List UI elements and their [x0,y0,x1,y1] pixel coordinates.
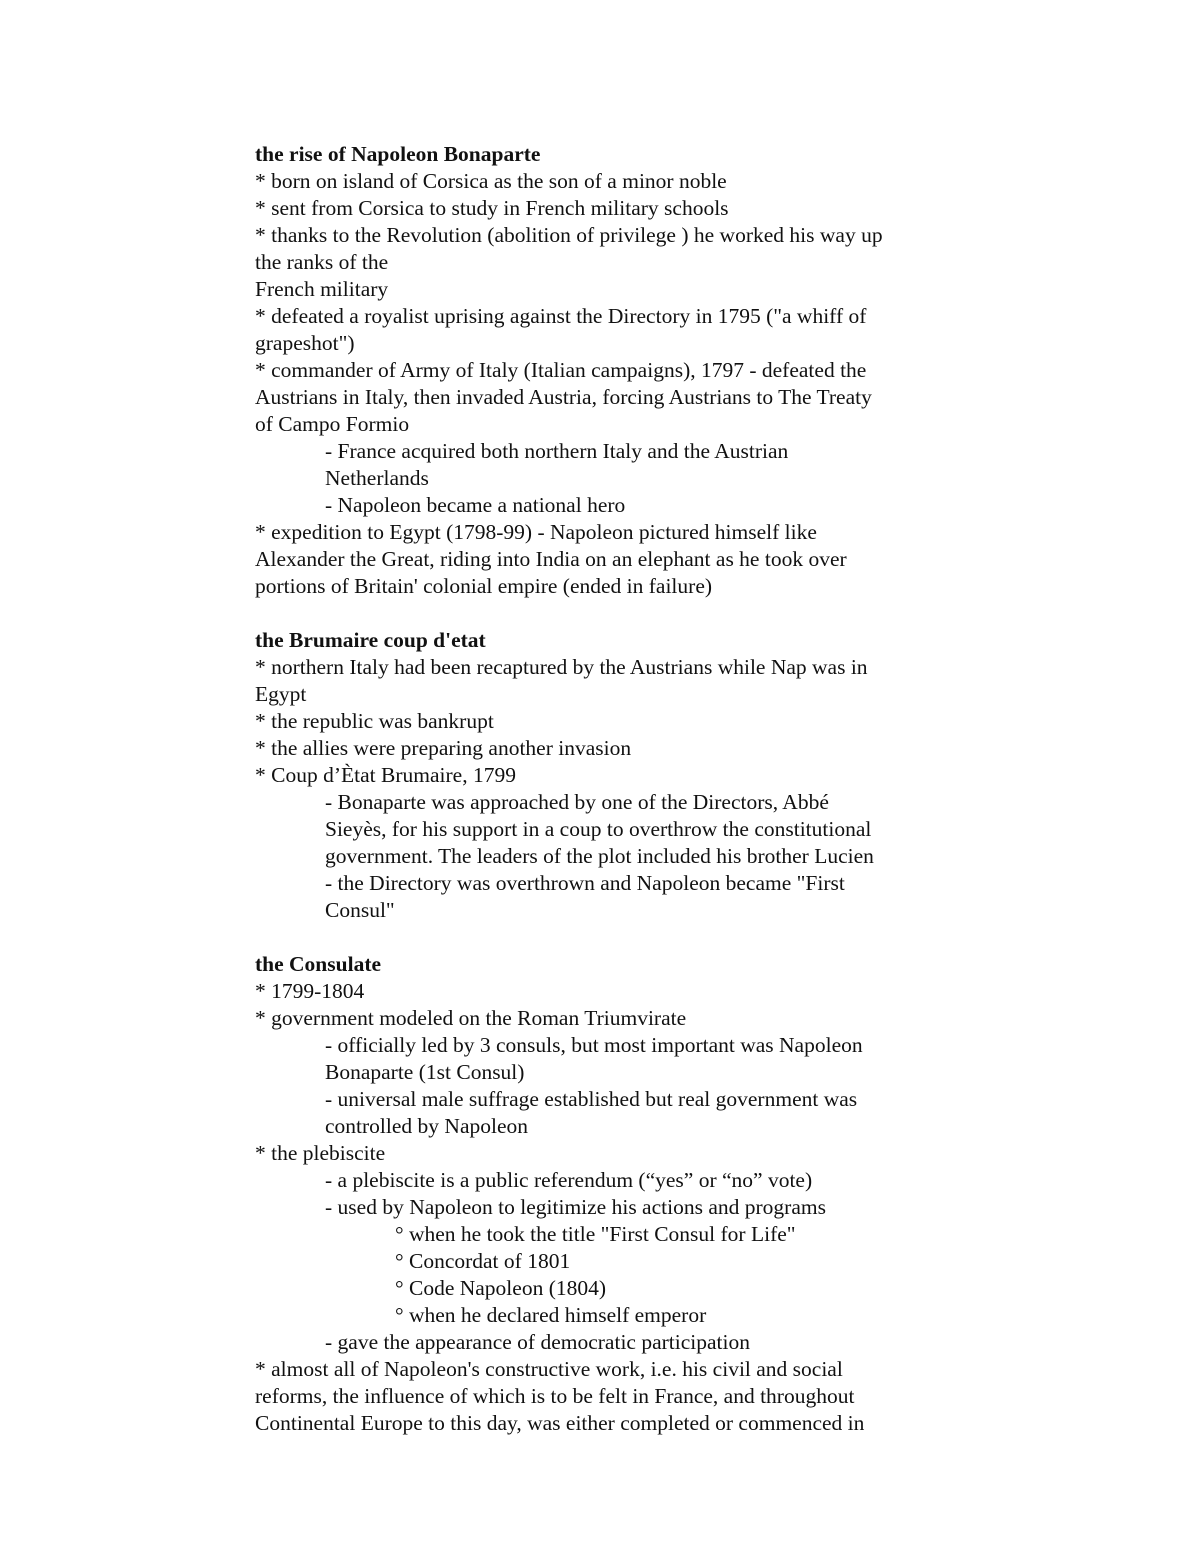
section-heading: the rise of Napoleon Bonaparte [255,142,541,166]
text-line: * commander of Army of Italy (Italian campaigns), 1797 - defeated the [255,358,867,382]
text-line: Consul" [325,898,395,922]
text-line: - officially led by 3 consuls, but most important was Napoleon [325,1033,863,1057]
text-line: - Bonaparte was approached by one of the Directors, Abbé [325,790,829,814]
text-line: * almost all of Napoleon's constructive work, i.e. his civil and social [255,1357,843,1381]
text-line: Continental Europe to this day, was either completed or commenced in [255,1411,865,1435]
text-line: ° when he took the title "First Consul for Life" [395,1222,796,1246]
text-line: * government modeled on the Roman Triumvirate [255,1006,687,1030]
text-line: * northern Italy had been recaptured by the Austrians while Nap was in [255,655,868,679]
text-line: Bonaparte (1st Consul) [325,1060,525,1084]
text-line: reforms, the influence of which is to be felt in France, and throughout [255,1384,855,1408]
text-line: ° Code Napoleon (1804) [395,1276,607,1300]
text-line: French military [255,277,389,301]
text-line: grapeshot") [255,331,355,355]
text-line: Alexander the Great, riding into India on an elephant as he took over [255,547,847,571]
text-line: ° Concordat of 1801 [395,1249,571,1273]
text-line: portions of Britain' colonial empire (ended in failure) [255,574,713,598]
text-line: - universal male suffrage established but real government was [325,1087,858,1111]
text-line: * the allies were preparing another invasion [255,736,632,760]
text-line: - a plebiscite is a public referendum (“yes” or “no” vote) [325,1168,813,1192]
text-line: the ranks of the [255,250,389,274]
text-line: Egypt [255,682,307,706]
text-line: * Coup d’Ètat Brumaire, 1799 [255,763,516,787]
text-line: * 1799-1804 [255,979,365,1003]
text-line: of Campo Formio [255,412,410,436]
document-page [255,141,955,1437]
text-line: * born on island of Corsica as the son of a minor noble [255,169,727,193]
section-heading: the Brumaire coup d'etat [255,628,486,652]
text-line: - the Directory was overthrown and Napoleon became "First [325,871,845,895]
text-line: * the plebiscite [255,1141,386,1165]
text-line: controlled by Napoleon [325,1114,529,1138]
blank-line [255,600,955,627]
text-line: - Napoleon became a national hero [325,493,626,517]
text-line: - France acquired both northern Italy and the Austrian [325,439,789,463]
text-line: - used by Napoleon to legitimize his actions and programs [325,1195,826,1219]
section-heading: the Consulate [255,952,382,976]
text-line: * thanks to the Revolution (abolition of privilege ) he worked his way up [255,223,883,247]
text-line: ° when he declared himself emperor [395,1303,707,1327]
text-line: Sieyès, for his support in a coup to overthrow the constitutional [325,817,872,841]
text-line: * the republic was bankrupt [255,709,494,733]
text-line: * expedition to Egypt (1798-99) - Napoleon pictured himself like [255,520,817,544]
text-line: Netherlands [325,466,429,490]
text-line: Austrians in Italy, then invaded Austria, forcing Austrians to The Treaty [255,385,872,409]
text-line: * defeated a royalist uprising against the Directory in 1795 ("a whiff of [255,304,867,328]
text-line: government. The leaders of the plot included his brother Lucien [325,844,874,868]
text-line: - gave the appearance of democratic participation [325,1330,750,1354]
text-line: * sent from Corsica to study in French military schools [255,196,729,220]
blank-line [255,924,955,951]
